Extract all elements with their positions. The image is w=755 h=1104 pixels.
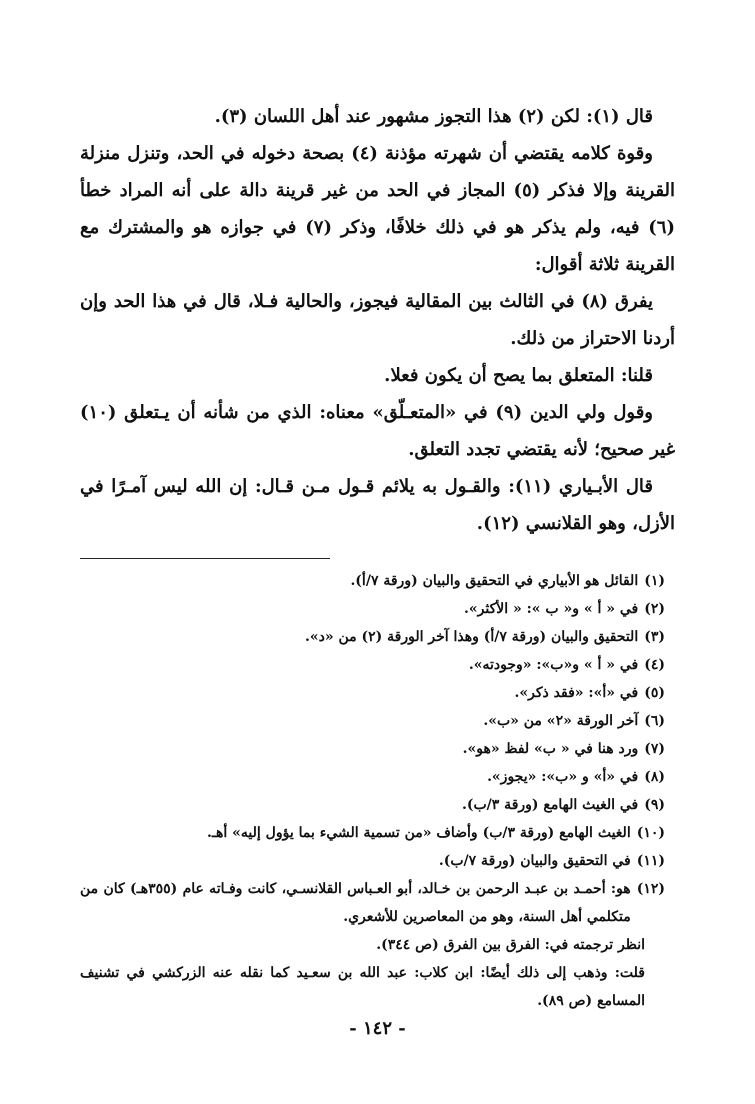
- footnote-number: (١١): [636, 853, 665, 869]
- footnote-11: [80, 847, 675, 875]
- paragraph-4: قلنا: المتعلق بما يصح أن يكون فعلا.: [384, 365, 653, 386]
- footnote-8: [80, 763, 675, 791]
- footnote-text: في الغيث الهامع (ورقة ٣/ب).: [461, 797, 639, 813]
- main-text: [80, 98, 675, 542]
- footnote-text: في «أ» و «ب»: «يجوز».: [487, 769, 639, 785]
- footnote-text: آخر الورقة «٢» من «ب».: [483, 713, 639, 729]
- footnote-2: [80, 595, 675, 623]
- footnote-number: (١): [644, 573, 665, 589]
- page: [80, 98, 675, 1058]
- footnote-text: في «أ»: «فقد ذكر».: [514, 685, 639, 701]
- footnote-number: (٥): [644, 685, 665, 701]
- footnote-number: (٣): [644, 629, 665, 645]
- footnote-number: (١٢): [636, 881, 665, 897]
- paragraph-6: قال الأبـياري (١١): والقـول به يلائم قـول مـن قـال: إن الله ليس آمـرًا في الأزل، وهو القلانسي (١٢).: [80, 476, 675, 534]
- footnote-9: [80, 791, 675, 819]
- footnote-1: [80, 567, 675, 595]
- footnote-number: (٤): [644, 657, 665, 673]
- paragraph-2: وقوة كلامه يقتضي أن شهرته مؤذنة (٤) بصحة دخوله في الحد، وتنزل منزلة القرينة وإلا فذكر (٥) المجاز في الحد من غير قرينة دالة على أنه المراد خطأ (٦) فيه، ولم يذكر هو في ذلك خلافًا، وذكر (٧) في جوازه هو والمشترك مع القرينة ثلاثة أقوال:: [80, 143, 675, 275]
- footnote-extra-note: قلت: وذهب إلى ذلك أيضًا: ابن كلاب: عبد الله بن سعـيد كما نقله عنه الزركشي في تشنيف المسامع (ص ٨٩).: [80, 965, 645, 1009]
- paragraph-3: يفرق (٨) في الثالث بين المقالية فيجوز، والحالية فـلا، قال في هذا الحد وإن أردنا الاحتراز من ذلك.: [80, 291, 675, 349]
- footnote-5: [80, 679, 675, 707]
- footnote-4: [80, 651, 675, 679]
- footnote-separator: [80, 558, 330, 559]
- page-number: - ١٤٢ -: [349, 1018, 406, 1039]
- footnote-text: في « أ » و«ب»: «وجودته».: [468, 657, 639, 673]
- footnote-3: [80, 623, 675, 651]
- paragraph-5: وقول ولي الدين (٩) في «المتعـلّق» معناه: الذي من شأنه أن يـتعلق (١٠) غير صحيح؛ لأنه يقتضي تجدد التعلق.: [80, 402, 675, 460]
- footnote-number: (٧): [644, 741, 665, 757]
- footnote-number: (٦): [644, 713, 665, 729]
- footnote-text: هو: أحمـد بن عبـد الرحمن بن خـالد، أبو العـباس القلانسـي، كانت وفـاته عام (٣٥٥هـ) كان من متكلمي أهل السنة، وهو من المعاصرين للأشعري.: [80, 881, 631, 925]
- footnote-7: [80, 735, 675, 763]
- footnote-6: [80, 707, 675, 735]
- footnote-text: القائل هو الأبياري في التحقيق والبيان (ورقة ٧/أ).: [350, 573, 639, 589]
- footnote-text: الغيث الهامع (ورقة ٣/ب) وأضاف «من تسمية الشيء بما يؤول إليه» أهـ.: [207, 825, 631, 841]
- paragraph-1: قال (١): لكن (٢) هذا التجوز مشهور عند أهل اللسان (٣).: [214, 106, 653, 127]
- footnote-extra-reference: انظر ترجمته في: الفرق بين الفرق (ص ٣٤٤).: [376, 937, 645, 953]
- footnote-number: (٩): [644, 797, 665, 813]
- footnote-number: (٢): [644, 601, 665, 617]
- footnote-number: (١٠): [636, 825, 665, 841]
- footnote-10: [80, 819, 675, 847]
- footnote-text: ورد هنا في « ب» لفظ «هو».: [462, 741, 639, 757]
- footnotes: [80, 567, 675, 1015]
- footnote-12: [80, 875, 675, 931]
- footnote-text: التحقيق والبيان (ورقة ٧/أ) وهذا آخر الورقة (٢) من «د».: [304, 629, 639, 645]
- footnote-number: (٨): [644, 769, 665, 785]
- footnote-text: في التحقيق والبيان (ورقة ٧/ب).: [438, 853, 631, 869]
- footnote-text: في « أ » و« ب »: « الأكثر».: [464, 601, 639, 617]
